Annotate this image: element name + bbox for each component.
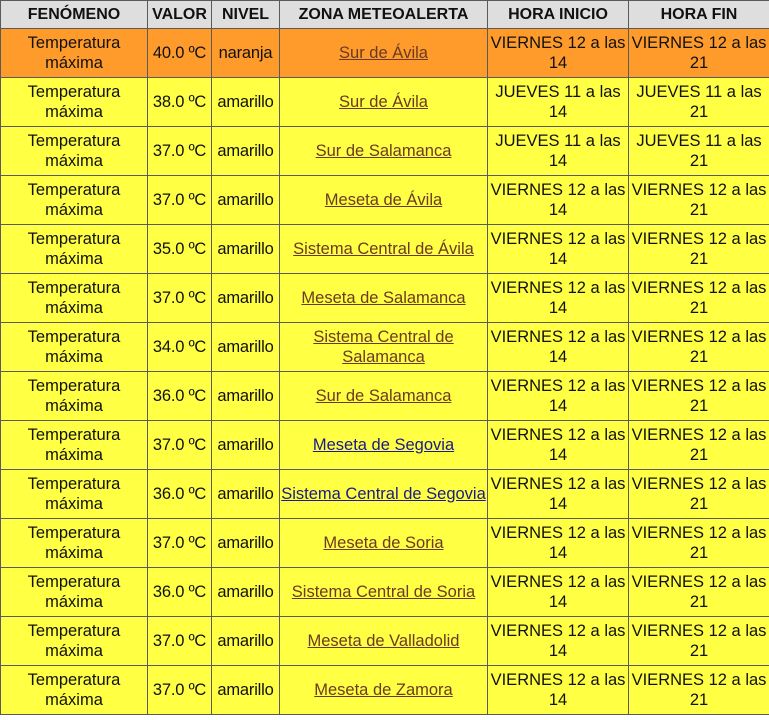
valor-cell: 36.0 ºC bbox=[148, 568, 212, 617]
zona-link[interactable]: Meseta de Valladolid bbox=[307, 632, 460, 650]
table-body bbox=[1, 29, 769, 715]
hora-fin-cell: VIERNES 12 a las 21 bbox=[629, 470, 769, 519]
hora-inicio-cell: VIERNES 12 a las 14 bbox=[488, 225, 629, 274]
hora-fin-cell: VIERNES 12 a las 21 bbox=[629, 372, 769, 421]
table-row bbox=[1, 519, 769, 568]
nivel-cell: amarillo bbox=[212, 225, 280, 274]
table-row bbox=[1, 127, 769, 176]
header-nivel: NIVEL bbox=[212, 1, 280, 29]
hora-fin-cell: VIERNES 12 a las 21 bbox=[629, 176, 769, 225]
valor-cell: 35.0 ºC bbox=[148, 225, 212, 274]
fenomeno-cell: Temperatura máxima bbox=[1, 274, 148, 323]
zona-link[interactable]: Meseta de Segovia bbox=[312, 436, 455, 454]
nivel-cell: amarillo bbox=[212, 617, 280, 666]
hora-fin-cell: VIERNES 12 a las 21 bbox=[629, 568, 769, 617]
header-hora-fin: HORA FIN bbox=[629, 1, 769, 29]
zona-link[interactable]: Sistema Central de Segovia bbox=[281, 485, 486, 503]
fenomeno-cell: Temperatura máxima bbox=[1, 666, 148, 715]
hora-inicio-cell: VIERNES 12 a las 14 bbox=[488, 372, 629, 421]
nivel-cell: amarillo bbox=[212, 372, 280, 421]
nivel-cell: amarillo bbox=[212, 274, 280, 323]
zona-cell bbox=[280, 78, 488, 127]
header-fenomeno: FENÓMENO bbox=[1, 1, 148, 29]
hora-inicio-cell: JUEVES 11 a las 14 bbox=[488, 78, 629, 127]
zona-cell bbox=[280, 421, 488, 470]
hora-fin-cell: VIERNES 12 a las 21 bbox=[629, 519, 769, 568]
hora-fin-cell: VIERNES 12 a las 21 bbox=[629, 666, 769, 715]
nivel-cell: amarillo bbox=[212, 519, 280, 568]
hora-inicio-cell: VIERNES 12 a las 14 bbox=[488, 470, 629, 519]
zona-link[interactable]: Meseta de Salamanca bbox=[301, 289, 466, 307]
zona-link[interactable]: Meseta de Ávila bbox=[324, 191, 443, 209]
zona-link[interactable]: Sur de Salamanca bbox=[315, 142, 452, 160]
hora-inicio-cell: VIERNES 12 a las 14 bbox=[488, 323, 629, 372]
header-valor: VALOR bbox=[148, 1, 212, 29]
hora-inicio-cell: VIERNES 12 a las 14 bbox=[488, 519, 629, 568]
zona-cell bbox=[280, 617, 488, 666]
zona-link[interactable]: Sistema Central de Ávila bbox=[293, 240, 474, 258]
nivel-cell: amarillo bbox=[212, 666, 280, 715]
valor-cell: 37.0 ºC bbox=[148, 519, 212, 568]
nivel-cell: amarillo bbox=[212, 176, 280, 225]
valor-cell: 36.0 ºC bbox=[148, 372, 212, 421]
nivel-cell: amarillo bbox=[212, 470, 280, 519]
header-row bbox=[1, 1, 769, 29]
zona-link[interactable]: Meseta de Soria bbox=[323, 534, 444, 552]
fenomeno-cell: Temperatura máxima bbox=[1, 372, 148, 421]
hora-inicio-cell: VIERNES 12 a las 14 bbox=[488, 421, 629, 470]
nivel-cell: naranja bbox=[212, 29, 280, 78]
zona-link[interactable]: Sur de Salamanca bbox=[315, 387, 452, 405]
table-row bbox=[1, 372, 769, 421]
fenomeno-cell: Temperatura máxima bbox=[1, 568, 148, 617]
valor-cell: 36.0 ºC bbox=[148, 470, 212, 519]
hora-inicio-cell: VIERNES 12 a las 14 bbox=[488, 29, 629, 78]
fenomeno-cell: Temperatura máxima bbox=[1, 470, 148, 519]
fenomeno-cell: Temperatura máxima bbox=[1, 29, 148, 78]
zona-link[interactable]: Sistema Central de Soria bbox=[291, 583, 476, 601]
hora-inicio-cell: VIERNES 12 a las 14 bbox=[488, 617, 629, 666]
nivel-cell: amarillo bbox=[212, 421, 280, 470]
fenomeno-cell: Temperatura máxima bbox=[1, 225, 148, 274]
hora-fin-cell: VIERNES 12 a las 21 bbox=[629, 29, 769, 78]
valor-cell: 37.0 ºC bbox=[148, 274, 212, 323]
fenomeno-cell: Temperatura máxima bbox=[1, 78, 148, 127]
zona-cell bbox=[280, 519, 488, 568]
zona-cell bbox=[280, 176, 488, 225]
zona-cell bbox=[280, 666, 488, 715]
valor-cell: 40.0 ºC bbox=[148, 29, 212, 78]
nivel-cell: amarillo bbox=[212, 78, 280, 127]
zona-cell bbox=[280, 274, 488, 323]
table-row bbox=[1, 29, 769, 78]
hora-inicio-cell: VIERNES 12 a las 14 bbox=[488, 666, 629, 715]
zona-link[interactable]: Sur de Ávila bbox=[339, 44, 428, 62]
nivel-cell: amarillo bbox=[212, 568, 280, 617]
fenomeno-cell: Temperatura máxima bbox=[1, 421, 148, 470]
zona-link[interactable]: Sistema Central de Salamanca bbox=[313, 328, 454, 366]
zona-cell bbox=[280, 470, 488, 519]
table-header bbox=[1, 1, 769, 29]
table-row bbox=[1, 323, 769, 372]
table-row bbox=[1, 470, 769, 519]
hora-fin-cell: VIERNES 12 a las 21 bbox=[629, 617, 769, 666]
fenomeno-cell: Temperatura máxima bbox=[1, 176, 148, 225]
hora-fin-cell: VIERNES 12 a las 21 bbox=[629, 323, 769, 372]
zona-link[interactable]: Sur de Ávila bbox=[339, 93, 428, 111]
header-hora-inicio: HORA INICIO bbox=[488, 1, 629, 29]
hora-inicio-cell: VIERNES 12 a las 14 bbox=[488, 568, 629, 617]
zona-cell bbox=[280, 225, 488, 274]
table-row bbox=[1, 666, 769, 715]
zona-cell bbox=[280, 323, 488, 372]
hora-fin-cell: JUEVES 11 a las 21 bbox=[629, 127, 769, 176]
header-zona: ZONA METEOALERTA bbox=[280, 1, 488, 29]
fenomeno-cell: Temperatura máxima bbox=[1, 127, 148, 176]
zona-link[interactable]: Meseta de Zamora bbox=[314, 681, 453, 699]
valor-cell: 34.0 ºC bbox=[148, 323, 212, 372]
table-row bbox=[1, 421, 769, 470]
valor-cell: 37.0 ºC bbox=[148, 421, 212, 470]
zona-cell bbox=[280, 568, 488, 617]
nivel-cell: amarillo bbox=[212, 127, 280, 176]
valor-cell: 37.0 ºC bbox=[148, 176, 212, 225]
zona-cell bbox=[280, 372, 488, 421]
table-row bbox=[1, 617, 769, 666]
fenomeno-cell: Temperatura máxima bbox=[1, 519, 148, 568]
zona-cell bbox=[280, 29, 488, 78]
valor-cell: 37.0 ºC bbox=[148, 617, 212, 666]
fenomeno-cell: Temperatura máxima bbox=[1, 323, 148, 372]
valor-cell: 37.0 ºC bbox=[148, 666, 212, 715]
hora-fin-cell: VIERNES 12 a las 21 bbox=[629, 225, 769, 274]
hora-inicio-cell: VIERNES 12 a las 14 bbox=[488, 176, 629, 225]
valor-cell: 38.0 ºC bbox=[148, 78, 212, 127]
hora-fin-cell: JUEVES 11 a las 21 bbox=[629, 78, 769, 127]
table-row bbox=[1, 78, 769, 127]
hora-inicio-cell: VIERNES 12 a las 14 bbox=[488, 274, 629, 323]
hora-fin-cell: VIERNES 12 a las 21 bbox=[629, 421, 769, 470]
valor-cell: 37.0 ºC bbox=[148, 127, 212, 176]
fenomeno-cell: Temperatura máxima bbox=[1, 617, 148, 666]
table-row bbox=[1, 274, 769, 323]
zona-cell bbox=[280, 127, 488, 176]
nivel-cell: amarillo bbox=[212, 323, 280, 372]
table-row bbox=[1, 568, 769, 617]
hora-inicio-cell: JUEVES 11 a las 14 bbox=[488, 127, 629, 176]
table-row bbox=[1, 225, 769, 274]
hora-fin-cell: VIERNES 12 a las 21 bbox=[629, 274, 769, 323]
table-row bbox=[1, 176, 769, 225]
